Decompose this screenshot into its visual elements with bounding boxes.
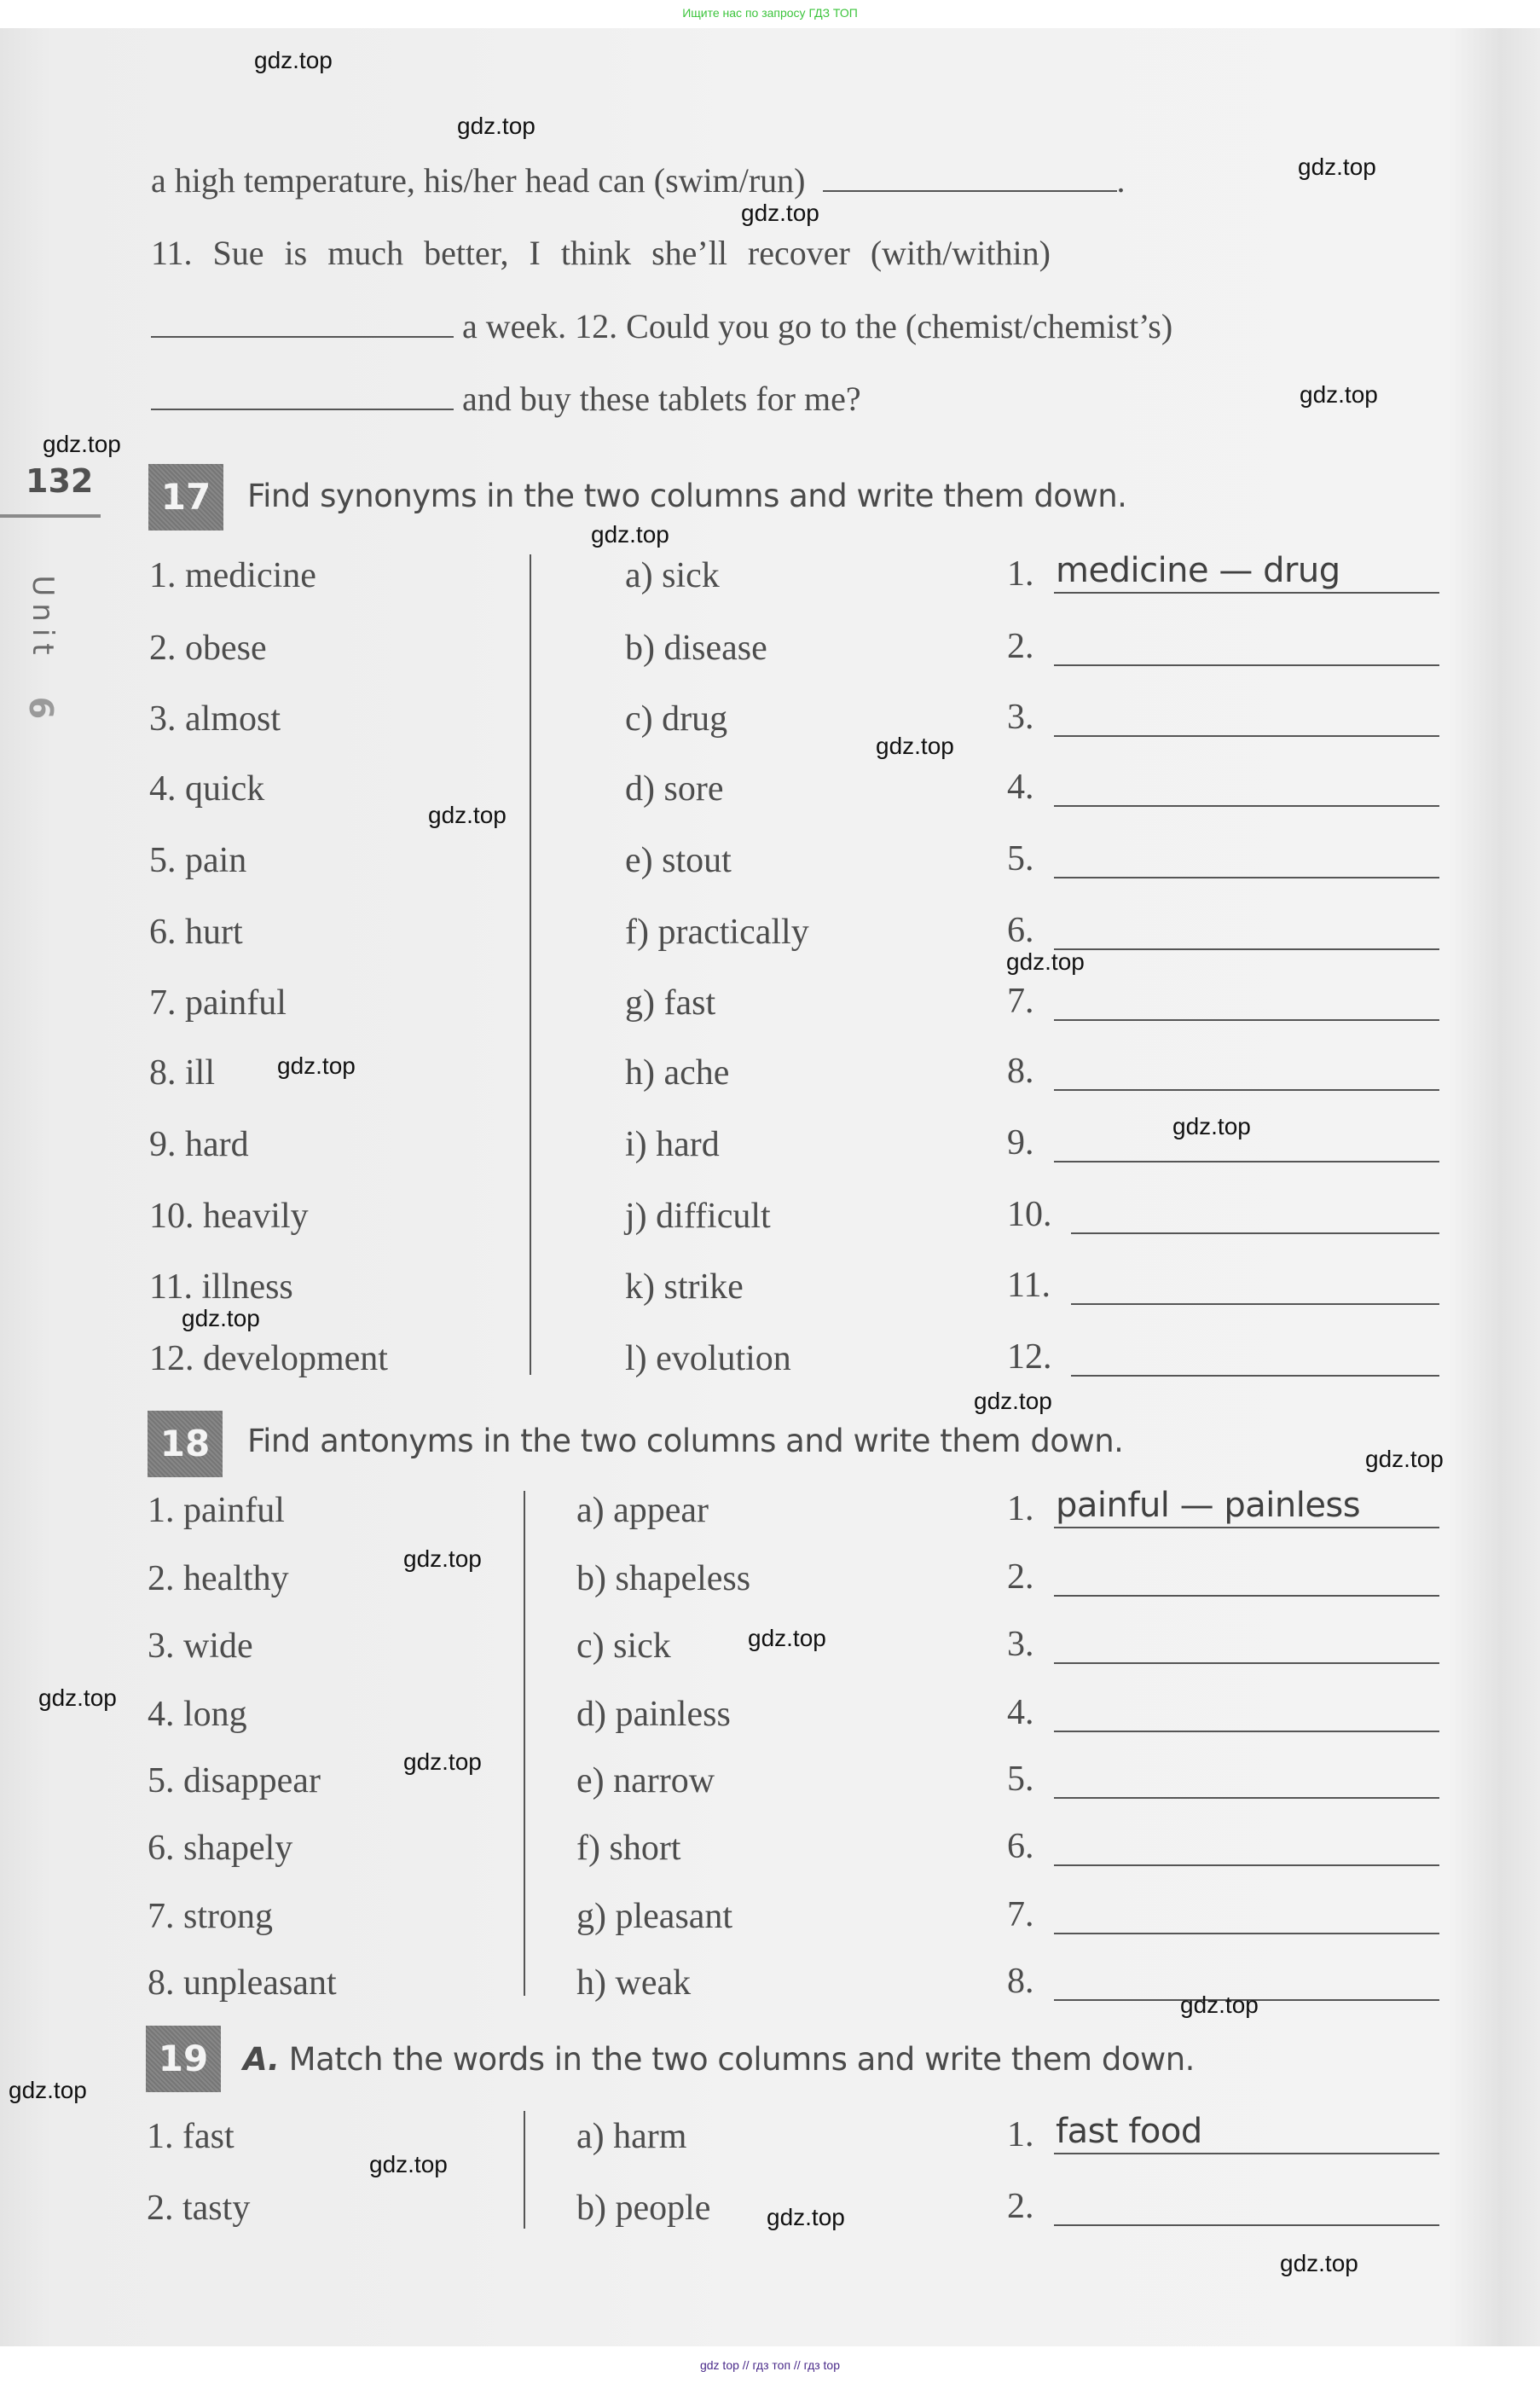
right-column-word: e) narrow [576,1761,715,1800]
answer-field[interactable] [1007,2187,1439,2229]
answer-underline [1054,735,1439,737]
watermark: gdz.top [369,2151,448,2177]
unit-number-text: 6 [22,696,60,720]
unit-label [17,567,68,670]
right-column-word: c) drug [625,699,728,739]
watermark: gdz.top [1365,1446,1444,1472]
answer-number: 9. [1007,1123,1034,1163]
answer-underline [1071,1303,1439,1305]
exercise-17-number-box [148,464,223,531]
answer-number: 8. [1007,1052,1034,1091]
answer-blank[interactable] [151,312,454,338]
watermark: gdz.top [1298,154,1376,180]
left-column-word: 8. ill [149,1053,216,1093]
watermark: gdz.top [277,1052,356,1079]
answer-underline [1054,2153,1439,2154]
right-column-word: b) shapeless [576,1559,751,1598]
exercise-number: 17 [160,476,211,518]
answer-field[interactable] [1007,1557,1439,1600]
answer-number: 7. [1007,982,1034,1021]
answer-field[interactable] [1007,1052,1439,1094]
answer-underline [1054,1933,1439,1934]
paragraph-line-1 [151,159,1439,202]
watermark: gdz.top [1280,2250,1358,2276]
answer-field[interactable] [1007,839,1439,882]
watermark: gdz.top [9,2077,87,2103]
answer-underline [1054,1864,1439,1866]
left-column-word: 2. tasty [147,2189,251,2228]
right-column-word: c) sick [576,1626,671,1666]
left-column-word: 1. fast [147,2117,234,2156]
exercise-18-number-box [148,1411,223,1477]
left-column-word: 4. long [148,1695,247,1734]
watermark: gdz.top [741,200,819,226]
answer-underline [1071,1375,1439,1377]
left-column-word: 7. painful [149,983,287,1023]
paragraph-text: a week. 12. Could you go to the (chemist/chemist’s) [462,307,1173,345]
left-column-word: 8. unpleasant [148,1963,337,2003]
answer-underline [1054,1089,1439,1091]
watermark: gdz.top [38,1684,117,1711]
right-column-word: j) difficult [625,1197,771,1236]
answer-field[interactable] [1007,768,1439,810]
watermark: gdz.top [182,1305,260,1331]
answer-number: 3. [1007,698,1034,737]
left-column-word: 5. disappear [148,1761,321,1800]
answer-field[interactable] [1007,1195,1439,1238]
answer-field[interactable] [1007,2112,1439,2158]
watermark: gdz.top [428,802,507,828]
left-column-word: 9. hard [149,1125,249,1164]
answer-field[interactable] [1007,1486,1439,1532]
right-column-word: d) sore [625,769,724,809]
answer-number: 5. [1007,1760,1034,1799]
left-column-word: 6. hurt [149,913,243,952]
handwritten-answer[interactable]: fast food [1056,2112,1202,2151]
answer-field[interactable] [1007,1693,1439,1736]
answer-underline [1054,1662,1439,1664]
answer-number: 11. [1007,1266,1051,1305]
answer-number: 4. [1007,1693,1034,1732]
answer-number: 12. [1007,1337,1052,1377]
handwritten-answer[interactable]: painful — painless [1056,1486,1361,1525]
left-column-word: 4. quick [149,769,265,809]
answer-underline [1054,1019,1439,1021]
answer-number: 2. [1007,627,1034,666]
exercise-19-number-box [146,2026,221,2092]
watermark: gdz.top [974,1388,1052,1414]
right-column-word: e) stout [625,841,732,880]
right-column-word: g) fast [625,983,716,1023]
answer-number: 6. [1007,1827,1034,1866]
left-column-word: 10. heavily [149,1197,309,1236]
left-column-word: 12. development [149,1339,388,1378]
answer-field[interactable] [1007,1337,1439,1380]
watermark: gdz.top [457,113,536,139]
answer-field[interactable] [1007,1266,1439,1308]
answer-underline [1054,1161,1439,1163]
exercise-part-label: A. [243,2041,280,2078]
answer-number: 6. [1007,911,1034,950]
paragraph-text: and buy these tablets for me? [462,380,861,418]
top-banner [0,0,1540,28]
left-column-word: 6. shapely [148,1829,293,1868]
answer-number: 1. [1007,554,1034,594]
exercise-number: 19 [158,2038,209,2079]
watermark: gdz.top [403,1748,482,1775]
unit-number [22,691,60,725]
right-column-word: l) evolution [625,1339,791,1378]
right-column-word: f) short [576,1829,681,1868]
answer-underline [1054,1797,1439,1799]
top-banner-text: Ищите нас по запросу ГДЗ ТОП [682,6,858,20]
watermark: gdz.top [1300,381,1378,408]
paragraph-text: a high temperature, his/her head can (swim/run) [151,161,806,200]
answer-field[interactable] [1007,551,1439,597]
footer-banner-text: gdz top // гдз топ // гдз top [699,2358,841,2372]
right-column-word: d) painless [576,1695,731,1734]
left-column-word: 7. strong [148,1897,273,1936]
right-column-word: h) weak [576,1963,692,2003]
right-column-word: b) people [576,2189,711,2228]
answer-number: 7. [1007,1895,1034,1934]
left-column-word: 2. healthy [148,1559,289,1598]
answer-field[interactable] [1007,911,1439,954]
left-column-word: 3. almost [149,699,281,739]
left-column-word: 1. painful [148,1491,285,1530]
answer-underline [1054,1731,1439,1732]
answer-underline [1054,2224,1439,2226]
exercise-17-column-divider [530,554,531,1375]
handwritten-answer[interactable]: medicine — drug [1056,551,1340,590]
answer-underline [1054,877,1439,878]
answer-number: 2. [1007,2187,1034,2226]
exercise-17-title: Find synonyms in the two columns and write them down. [247,478,1127,514]
watermark: gdz.top [748,1625,826,1651]
answer-field[interactable] [1007,1895,1439,1938]
left-column-word: 3. wide [148,1626,253,1666]
watermark: gdz.top [1172,1113,1251,1139]
exercise-number: 18 [159,1423,211,1464]
watermark: gdz.top [591,521,669,548]
watermark: gdz.top [254,47,333,73]
answer-number: 10. [1007,1195,1052,1234]
exercise-18-column-divider [524,1491,525,1996]
answer-field[interactable] [1007,982,1439,1024]
watermark: gdz.top [403,1545,482,1572]
answer-blank[interactable] [151,385,454,410]
answer-number: 3. [1007,1625,1034,1664]
period: . [1116,161,1126,200]
right-column-word: i) hard [625,1125,720,1164]
exercise-19-column-divider [524,2111,525,2229]
left-column-word: 5. pain [149,841,247,880]
watermark: gdz.top [43,431,121,457]
answer-field[interactable] [1007,627,1439,670]
right-column-word: b) disease [625,629,767,668]
page-number-rule [0,514,101,518]
watermark: gdz.top [876,733,954,759]
answer-underline [1054,1595,1439,1597]
answer-field[interactable] [1007,698,1439,740]
answer-blank[interactable] [823,166,1117,192]
answer-field[interactable] [1007,1760,1439,1802]
answer-number: 1. [1007,2115,1034,2154]
answer-underline [1054,664,1439,666]
page-number: 132 [26,462,94,500]
right-column-word: k) strike [625,1267,744,1307]
left-column-word: 11. illness [149,1267,293,1307]
left-column-word: 1. medicine [149,556,316,595]
answer-field[interactable] [1007,1827,1439,1870]
answer-underline [1054,592,1439,594]
paragraph-line-3 [151,305,1439,348]
watermark: gdz.top [767,2204,845,2230]
right-column-word: f) practically [625,913,809,952]
watermark: gdz.top [1006,948,1085,975]
answer-number: 4. [1007,768,1034,807]
answer-underline [1054,1527,1439,1528]
answer-underline [1054,805,1439,807]
paragraph-line-4 [151,378,1439,420]
watermark: gdz.top [1180,1992,1259,2018]
right-column-word: a) appear [576,1491,709,1530]
right-column-word: a) sick [625,556,720,595]
answer-number: 8. [1007,1962,1034,2001]
answer-number: 5. [1007,839,1034,878]
right-column-word: a) harm [576,2117,687,2156]
paragraph-text: 11. Sue is much better, I think she’ll recover (with/within) [151,234,1051,272]
paragraph-line-2 [151,232,1439,275]
unit-label-text: Unit [26,575,60,662]
answer-number: 1. [1007,1489,1034,1528]
answer-underline [1054,948,1439,950]
right-column-word: g) pleasant [576,1897,733,1936]
exercise-title-text: Match the words in the two columns and write them down. [288,2041,1195,2078]
exercise-18-title: Find antonyms in the two columns and write them down. [247,1423,1124,1459]
answer-underline [1071,1232,1439,1234]
footer-banner [0,2346,1540,2383]
exercise-19-title [243,2041,1195,2078]
left-column-word: 2. obese [149,629,267,668]
right-column-word: h) ache [625,1053,730,1093]
answer-number: 2. [1007,1557,1034,1597]
answer-field[interactable] [1007,1625,1439,1667]
